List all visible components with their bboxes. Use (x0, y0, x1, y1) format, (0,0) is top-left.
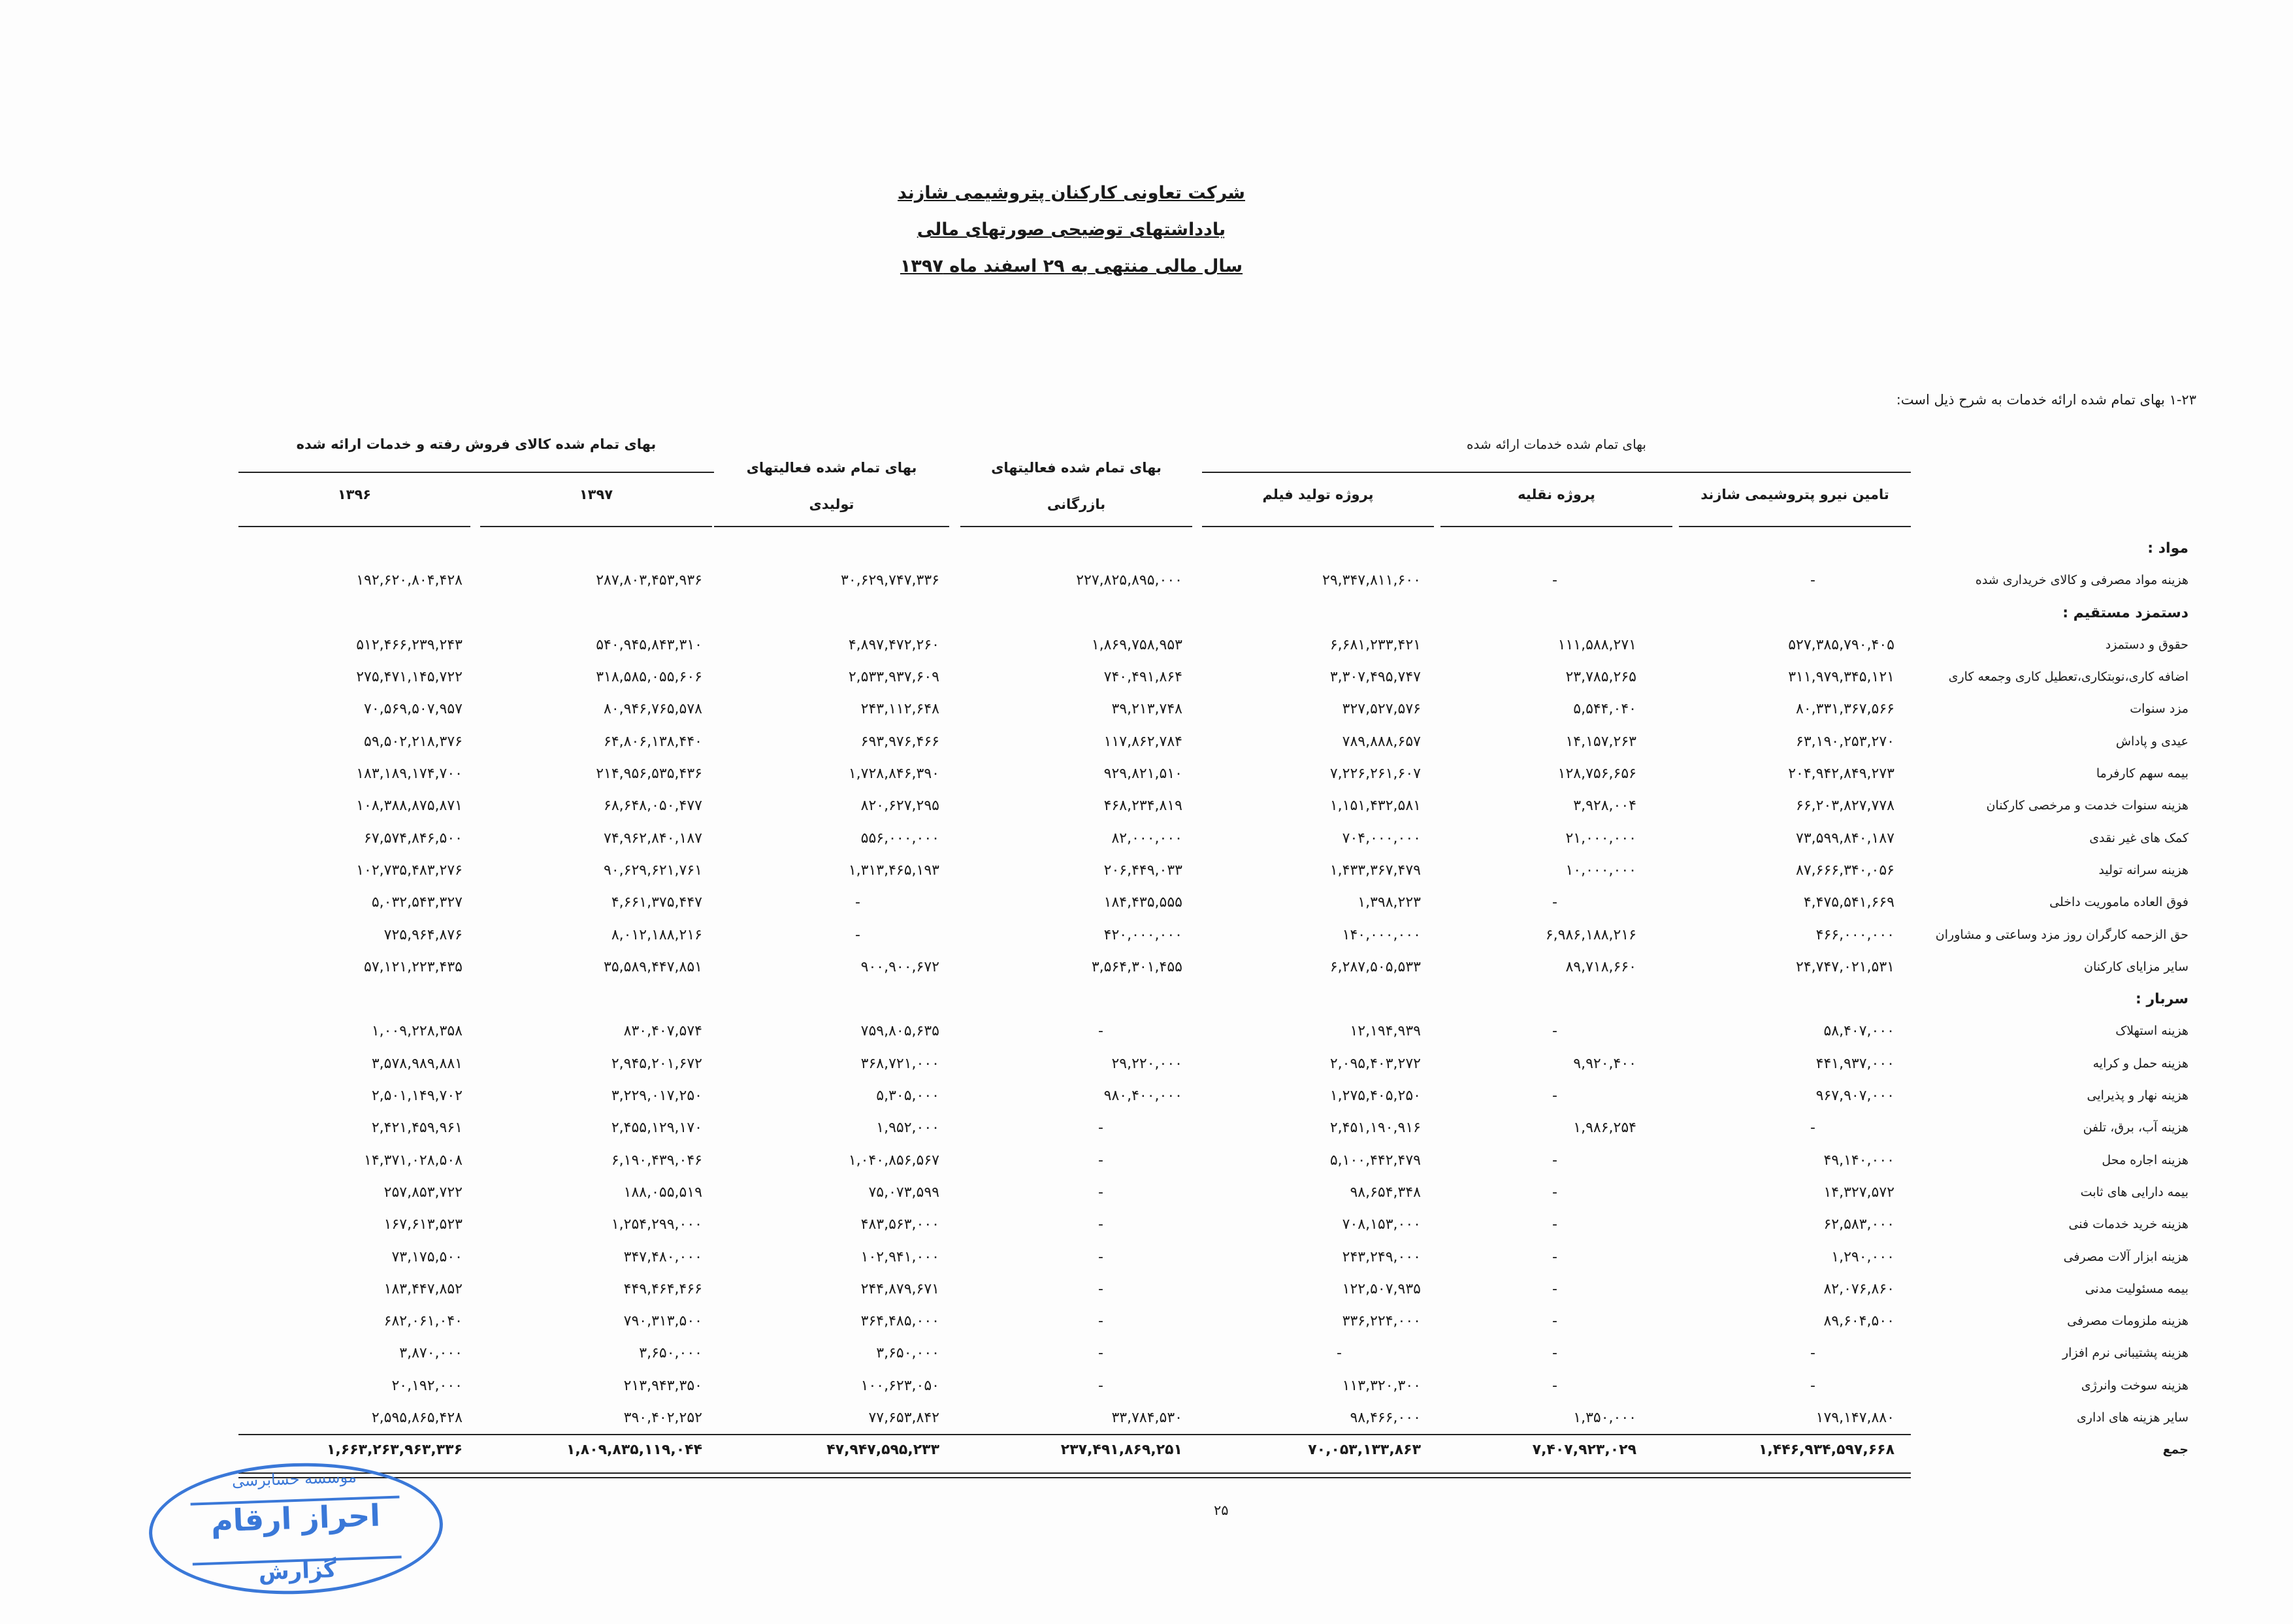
section-row (0, 532, 2293, 564)
cell-transport: - (1552, 1345, 1558, 1362)
section-label: مواد : (2147, 540, 2188, 557)
section-row (0, 597, 2293, 629)
cell-1397: ۲,۹۴۵,۲۰۱,۶۷۲ (611, 1055, 702, 1072)
row-label: کمک های غیر نقدی (2089, 830, 2188, 845)
cell-transport: ۳,۹۲۸,۰۰۴ (1573, 798, 1636, 815)
cell-commercial: - (1098, 1280, 1104, 1297)
row-label: هزینه سرانه تولید (2098, 862, 2188, 877)
cell-commercial: - (1098, 1248, 1104, 1265)
cell-power: ۲۴,۷۴۷,۰۲۱,۵۳۱ (1796, 958, 1895, 975)
col-header-commercial-line1: بهای تمام شده فعالیتهای (991, 460, 1162, 476)
cell-production: ۴۸۳,۵۶۳,۰۰۰ (860, 1216, 939, 1233)
cell-1397: ۱,۲۵۴,۲۹۹,۰۰۰ (611, 1216, 702, 1233)
row-label: هزینه ابزار آلات مصرفی (2063, 1249, 2188, 1264)
cell-power: - (1810, 572, 1816, 589)
cell-power: ۶۲,۵۸۳,۰۰۰ (1823, 1216, 1895, 1233)
cell-1397: ۷۹۰,۳۱۳,۵۰۰ (623, 1313, 702, 1330)
cell-production: ۱,۷۲۸,۸۴۶,۳۹۰ (848, 766, 939, 783)
row-label: هزینه سوخت وانرژی (2081, 1378, 2188, 1393)
cell-power: ۷۳,۵۹۹,۸۴۰,۱۸۷ (1796, 830, 1895, 847)
cell-film: ۲,۴۵۱,۱۹۰,۹۱۶ (1329, 1120, 1421, 1137)
cell-production: ۵,۳۰۵,۰۰۰ (876, 1088, 939, 1105)
cell-commercial: ۷۴۰,۴۹۱,۸۶۴ (1103, 669, 1182, 686)
section-label: سربار : (2136, 991, 2188, 1008)
cell-film: ۲,۰۹۵,۴۰۳,۲۷۲ (1329, 1055, 1421, 1072)
col-header-production-line2: تولیدی (809, 496, 854, 512)
cell-transport: ۲۱,۰۰۰,۰۰۰ (1565, 830, 1636, 847)
row-label: مزد سنوات (2130, 702, 2188, 717)
cell-commercial: - (1098, 1216, 1104, 1233)
cell-film: ۱,۱۵۱,۴۳۲,۵۸۱ (1329, 798, 1421, 815)
cell-film: ۷۰۸,۱۵۳,۰۰۰ (1342, 1216, 1421, 1233)
table-row (0, 1337, 2293, 1369)
cell-power: ۱,۲۹۰,۰۰۰ (1831, 1248, 1895, 1265)
row-label: هزینه خرید خدمات فنی (2068, 1217, 2188, 1232)
cell-film: ۱,۴۳۳,۳۶۷,۴۷۹ (1329, 862, 1421, 879)
cell-commercial: ۱۱۷,۸۶۲,۷۸۴ (1103, 733, 1182, 750)
cell-commercial: ۲۳۷,۴۹۱,۸۶۹,۲۵۱ (1060, 1442, 1182, 1459)
totals-top-rule (238, 1434, 1911, 1435)
cell-1396: ۵۹,۵۰۲,۲۱۸,۳۷۶ (364, 733, 463, 750)
cell-1396: ۵,۰۳۲,۵۴۳,۳۲۷ (371, 894, 463, 911)
cell-power: ۸۹,۶۰۴,۵۰۰ (1823, 1313, 1895, 1330)
cell-1396: ۲,۵۰۱,۱۴۹,۷۰۲ (371, 1088, 463, 1105)
cell-commercial: - (1098, 1377, 1104, 1394)
table-row (0, 1177, 2293, 1209)
cell-power: ۴۹,۱۴۰,۰۰۰ (1823, 1152, 1895, 1169)
cell-power: ۸۲,۰۷۶,۸۶۰ (1823, 1280, 1895, 1297)
table-row (0, 1370, 2293, 1402)
group-underline-services (1202, 472, 1911, 473)
cell-1396: ۶۸۲,۰۶۱,۰۴۰ (383, 1313, 463, 1330)
cell-commercial: ۹۸۰,۴۰۰,۰۰۰ (1103, 1088, 1182, 1105)
cell-1397: ۶,۱۹۰,۴۳۹,۰۴۶ (611, 1152, 702, 1169)
table-row (0, 951, 2293, 983)
cell-transport: ۹,۹۲۰,۴۰۰ (1573, 1055, 1636, 1072)
cell-1397: ۵۴۰,۹۴۵,۸۴۳,۳۱۰ (596, 636, 702, 653)
cell-production: ۳۶۴,۴۸۵,۰۰۰ (860, 1313, 939, 1330)
cell-1397: ۲۱۳,۹۴۳,۳۵۰ (623, 1377, 702, 1394)
cell-commercial: ۳,۵۶۴,۳۰۱,۴۵۵ (1091, 958, 1182, 975)
cell-transport: ۷,۴۰۷,۹۲۳,۰۲۹ (1532, 1442, 1636, 1459)
cell-power: ۸۷,۶۶۶,۳۴۰,۰۵۶ (1796, 862, 1895, 879)
cell-commercial: ۹۲۹,۸۲۱,۵۱۰ (1103, 766, 1182, 783)
cell-1396: ۱۸۳,۴۴۷,۸۵۲ (383, 1280, 463, 1297)
col-header-commercial (960, 449, 1192, 523)
cell-1396: ۲,۵۹۵,۸۶۵,۴۲۸ (371, 1410, 463, 1427)
cell-film: ۲۹,۳۴۷,۸۱۱,۶۰۰ (1322, 572, 1421, 589)
cell-transport: - (1552, 1023, 1558, 1040)
row-label: بیمه دارایی های ثابت (2080, 1184, 2188, 1199)
col-underline-transport (1440, 526, 1672, 527)
col-header-film: پروژه تولید فیلم (1262, 487, 1374, 502)
cell-1396: ۲۰,۱۹۲,۰۰۰ (391, 1377, 463, 1394)
cell-1397: ۶۴,۸۰۶,۱۳۸,۴۴۰ (604, 733, 702, 750)
section-row (0, 983, 2293, 1015)
cell-film: ۷۸۹,۸۸۸,۶۵۷ (1342, 733, 1421, 750)
col-header-production (714, 449, 949, 523)
cell-transport: ۸۹,۷۱۸,۶۶۰ (1565, 958, 1636, 975)
col-header-1396: ۱۳۹۶ (337, 487, 372, 502)
cell-power: ۹۶۷,۹۰۷,۰۰۰ (1815, 1088, 1895, 1105)
cell-film: - (1337, 1345, 1342, 1362)
row-label: هزینه پشتیبانی نرم افزار (2062, 1346, 2188, 1361)
cell-production: ۱,۳۱۳,۴۶۵,۱۹۳ (848, 862, 939, 879)
table-row (0, 1080, 2293, 1112)
auditor-stamp (147, 1458, 446, 1599)
cell-1397: ۳,۲۲۹,۰۱۷,۲۵۰ (611, 1088, 702, 1105)
col-header-transport: پروژه نقلیه (1518, 487, 1595, 502)
cell-1397: ۱,۸۰۹,۸۳۵,۱۱۹,۰۴۴ (566, 1442, 702, 1459)
row-label: هزینه سنوات خدمت و مرخصی کارکنان (1986, 798, 2188, 813)
cell-1397: ۲۱۴,۹۵۶,۵۳۵,۴۳۶ (596, 766, 702, 783)
cell-production: ۵۵۶,۰۰۰,۰۰۰ (860, 830, 939, 847)
cell-1397: ۳۴۷,۴۸۰,۰۰۰ (623, 1248, 702, 1265)
cell-1397: ۸۰,۹۴۶,۷۶۵,۵۷۸ (604, 701, 702, 718)
table-row (0, 1145, 2293, 1177)
cell-power: ۶۳,۱۹۰,۲۵۳,۲۷۰ (1796, 733, 1895, 750)
cell-1396: ۱۸۳,۱۸۹,۱۷۴,۷۰۰ (356, 766, 463, 783)
cell-commercial: ۴۲۰,۰۰۰,۰۰۰ (1103, 926, 1182, 943)
totals-bottom-rule (238, 1472, 1911, 1474)
table-row (0, 693, 2293, 725)
cell-1396: ۵۱۲,۴۶۶,۲۳۹,۲۴۳ (356, 636, 463, 653)
cell-1397: ۳۹۰,۴۰۲,۲۵۲ (623, 1410, 702, 1427)
cost-table (0, 532, 2293, 1467)
cell-production: ۱۰۲,۹۴۱,۰۰۰ (860, 1248, 939, 1265)
cell-1397: ۳۱۸,۵۸۵,۰۵۵,۶۰۶ (596, 669, 702, 686)
cell-power: ۱,۴۴۶,۹۳۴,۵۹۷,۶۶۸ (1759, 1442, 1895, 1459)
cell-production: ۳۰,۶۲۹,۷۴۷,۳۳۶ (841, 572, 939, 589)
row-label: هزینه مواد مصرفی و کالای خریداری شده (1975, 573, 2188, 588)
cell-film: ۱۲,۱۹۴,۹۳۹ (1350, 1023, 1421, 1040)
cell-transport: ۱,۳۵۰,۰۰۰ (1573, 1410, 1636, 1427)
cell-production: ۳,۶۵۰,۰۰۰ (876, 1345, 939, 1362)
table-row (0, 726, 2293, 758)
cell-production: ۲۴۳,۱۱۲,۶۴۸ (860, 701, 939, 718)
cell-production: ۴۷,۹۴۷,۵۹۵,۲۳۳ (826, 1442, 939, 1459)
cell-production: ۹۰۰,۹۰۰,۶۷۲ (860, 958, 939, 975)
cell-1396: ۵۷,۱۲۱,۲۲۳,۴۳۵ (364, 958, 463, 975)
cell-commercial: ۲۹,۲۲۰,۰۰۰ (1111, 1055, 1182, 1072)
table-row (0, 1015, 2293, 1047)
cell-commercial: ۲۲۷,۸۲۵,۸۹۵,۰۰۰ (1076, 572, 1182, 589)
row-label: هزینه ملزومات مصرفی (2067, 1314, 2188, 1329)
totals-label: جمع (2162, 1442, 2188, 1457)
cell-transport: ۱,۹۸۶,۲۵۴ (1573, 1120, 1636, 1137)
cell-transport: - (1552, 1184, 1558, 1201)
cell-transport: ۱۴,۱۵۷,۲۶۳ (1565, 733, 1636, 750)
cell-power: - (1810, 1345, 1816, 1362)
cell-1397: ۸۳۰,۴۰۷,۵۷۴ (623, 1023, 702, 1040)
cell-production: ۱,۰۴۰,۸۵۶,۵۶۷ (848, 1152, 939, 1169)
table-row (0, 661, 2293, 693)
cell-1397: ۶۸,۶۴۸,۰۵۰,۴۷۷ (604, 798, 702, 815)
table-row (0, 1048, 2293, 1080)
cell-1396: ۲,۴۲۱,۴۵۹,۹۶۱ (371, 1120, 463, 1137)
row-label: بیمه مسئولیت مدنی (2085, 1281, 2188, 1296)
table-row (0, 1273, 2293, 1305)
col-underline-commercial (960, 526, 1192, 527)
cell-transport: - (1552, 1313, 1558, 1330)
cell-commercial: ۳۳,۷۸۴,۵۳۰ (1111, 1410, 1182, 1427)
cell-power: - (1810, 1120, 1816, 1137)
cell-production: ۲۴۴,۸۷۹,۶۷۱ (860, 1280, 939, 1297)
cell-transport: ۱۰,۰۰۰,۰۰۰ (1565, 862, 1636, 879)
col-header-power: تامین نیرو پتروشیمی شازند (1700, 487, 1889, 502)
row-label: هزینه آب، برق، تلفن (2083, 1120, 2188, 1135)
cell-film: ۶,۶۸۱,۲۳۳,۴۲۱ (1329, 636, 1421, 653)
cell-commercial: ۴۶۸,۲۳۴,۸۱۹ (1103, 798, 1182, 815)
table-row (0, 564, 2293, 596)
cell-1396: ۲۷۵,۴۷۱,۱۴۵,۷۲۲ (356, 669, 463, 686)
row-label: عیدی و پاداش (2115, 734, 2188, 749)
cell-film: ۱,۳۹۸,۲۲۳ (1358, 894, 1421, 911)
cell-film: ۳,۳۰۷,۴۹۵,۷۴۷ (1329, 669, 1421, 686)
cell-commercial: ۲۰۶,۴۴۹,۰۳۳ (1103, 862, 1182, 879)
cell-power: ۶۶,۲۰۳,۸۲۷,۷۷۸ (1796, 798, 1895, 815)
cell-production: ۶۹۳,۹۷۶,۴۶۶ (860, 733, 939, 750)
cell-1396: ۷۰,۵۶۹,۵۰۷,۹۵۷ (364, 701, 463, 718)
cell-film: ۹۸,۴۶۶,۰۰۰ (1350, 1410, 1421, 1427)
row-label: حقوق و دستمزد (2105, 637, 2188, 652)
cell-1397: ۲۸۷,۸۰۳,۴۵۳,۹۳۶ (596, 572, 702, 589)
cell-film: ۵,۱۰۰,۴۴۲,۴۷۹ (1329, 1152, 1421, 1169)
cell-transport: - (1552, 1152, 1558, 1169)
cell-1397: ۲,۴۵۵,۱۲۹,۱۷۰ (611, 1120, 702, 1137)
cell-film: ۱۴۰,۰۰۰,۰۰۰ (1342, 926, 1421, 943)
cell-commercial: - (1098, 1345, 1104, 1362)
row-label: هزینه نهار و پذیرایی (2087, 1088, 2188, 1103)
cell-1396: ۱۶۷,۶۱۳,۵۲۳ (383, 1216, 463, 1233)
page-number: ۲۵ (1214, 1502, 1229, 1518)
cell-1397: ۳۵,۵۸۹,۴۴۷,۸۵۱ (604, 958, 702, 975)
cell-1396: ۳,۸۷۰,۰۰۰ (399, 1345, 463, 1362)
cell-film: ۱۱۳,۳۲۰,۳۰۰ (1342, 1377, 1421, 1394)
cell-transport: ۱۱۱,۵۸۸,۲۷۱ (1557, 636, 1636, 653)
cell-commercial: ۳۹,۲۱۳,۷۴۸ (1111, 701, 1182, 718)
cell-1396: ۶۷,۵۷۴,۸۴۶,۵۰۰ (364, 830, 463, 847)
cell-transport: - (1552, 1088, 1558, 1105)
cell-transport: - (1552, 1280, 1558, 1297)
cell-1397: ۱۸۸,۰۵۵,۵۱۹ (623, 1184, 702, 1201)
cell-power: - (1810, 1377, 1816, 1394)
cell-1396: ۷۲۵,۹۶۴,۸۷۶ (383, 926, 463, 943)
report-header (0, 175, 2293, 285)
cell-film: ۹۸,۶۵۴,۳۴۸ (1350, 1184, 1421, 1201)
cell-power: ۳۱۱,۹۷۹,۳۴۵,۱۲۱ (1788, 669, 1895, 686)
col-header-1397: ۱۳۹۷ (579, 487, 613, 502)
cell-transport: - (1552, 1216, 1558, 1233)
col-header-commercial-line2: بازرگانی (1047, 496, 1106, 512)
cell-production: ۲,۵۳۳,۹۳۷,۶۰۹ (848, 669, 939, 686)
cell-transport: - (1552, 894, 1558, 911)
cell-commercial: ۱,۸۶۹,۷۵۸,۹۵۳ (1091, 636, 1182, 653)
col-underline-film (1202, 526, 1434, 527)
cell-power: ۴۴۱,۹۳۷,۰۰۰ (1815, 1055, 1895, 1072)
table-row (0, 1112, 2293, 1144)
stamp-line1: موسسه حسابرسی (231, 1467, 357, 1491)
cell-1396: ۱,۶۶۳,۲۶۳,۹۶۳,۳۳۶ (327, 1442, 463, 1459)
cell-production: ۷۷,۶۵۳,۸۴۲ (868, 1410, 939, 1427)
cell-1396: ۱,۰۰۹,۲۲۸,۳۵۸ (371, 1023, 463, 1040)
row-label: هزینه حمل و کرایه (2092, 1056, 2188, 1071)
cell-film: ۷۰۴,۰۰۰,۰۰۰ (1342, 830, 1421, 847)
table-row (0, 1305, 2293, 1337)
col-underline-power (1679, 526, 1911, 527)
cell-1397: ۳,۶۵۰,۰۰۰ (639, 1345, 702, 1362)
cell-1396: ۱۰۲,۷۳۵,۴۸۳,۲۷۶ (356, 862, 463, 879)
cell-commercial: - (1098, 1152, 1104, 1169)
group-underline-sold (238, 472, 714, 473)
cell-film: ۱,۲۷۵,۴۰۵,۲۵۰ (1329, 1088, 1421, 1105)
cell-production: ۱,۹۵۲,۰۰۰ (876, 1120, 939, 1137)
totals-bottom-double-rule (238, 1477, 1911, 1478)
table-row (0, 1241, 2293, 1273)
cell-production: ۱۰۰,۶۲۳,۰۵۰ (860, 1377, 939, 1394)
group-header-services: بهای تمام شده خدمات ارائه شده (1467, 436, 1646, 452)
cell-film: ۷,۲۲۶,۲۶۱,۶۰۷ (1329, 766, 1421, 783)
cell-1396: ۷۳,۱۷۵,۵۰۰ (391, 1248, 463, 1265)
col-underline-production (714, 526, 949, 527)
row-label: بیمه سهم کارفرما (2096, 766, 2188, 781)
cell-1396: ۳,۵۷۸,۹۸۹,۸۸۱ (371, 1055, 463, 1072)
table-row (0, 854, 2293, 886)
cell-power: ۲۰۴,۹۴۲,۸۴۹,۲۷۳ (1788, 766, 1895, 783)
row-label: فوق العاده ماموریت داخلی (2049, 895, 2188, 910)
stamp-line2: احراز ارقام (210, 1497, 381, 1539)
cell-1396: ۲۵۷,۸۵۳,۷۲۲ (383, 1184, 463, 1201)
cell-transport: - (1552, 1377, 1558, 1394)
cell-1397: ۹۰,۶۲۹,۶۲۱,۷۶۱ (604, 862, 702, 879)
row-label: هزینه اجاره محل (2102, 1152, 2188, 1167)
cell-power: ۵۲۷,۳۸۵,۷۹۰,۴۰۵ (1788, 636, 1895, 653)
col-header-production-line1: بهای تمام شده فعالیتهای (746, 460, 917, 476)
cell-transport: ۵,۵۴۴,۰۴۰ (1573, 701, 1636, 718)
note-intro: ۱-۲۳ بهای تمام شده ارائه خدمات به شرح ذیل است: (1896, 392, 2196, 408)
cell-production: - (855, 894, 861, 911)
cell-production: - (855, 926, 861, 943)
cell-transport: ۶,۹۸۶,۱۸۸,۲۱۶ (1545, 926, 1636, 943)
cell-power: ۵۸,۴۰۷,۰۰۰ (1823, 1023, 1895, 1040)
section-label: دستمزد مستقیم : (2062, 604, 2188, 621)
row-label: سایر مزایای کارکنان (2084, 959, 2188, 974)
cell-production: ۷۵,۰۷۳,۵۹۹ (868, 1184, 939, 1201)
cell-power: ۴,۴۷۵,۵۴۱,۶۶۹ (1803, 894, 1895, 911)
row-label: اضافه کاری،نوبتکاری،تعطیل کاری وجمعه کاری (1948, 670, 2188, 685)
cell-commercial: ۱۸۴,۴۳۵,۵۵۵ (1103, 894, 1182, 911)
cell-power: ۸۰,۳۳۱,۳۶۷,۵۶۶ (1796, 701, 1895, 718)
table-row (0, 758, 2293, 790)
cell-power: ۴۶۶,۰۰۰,۰۰۰ (1815, 926, 1895, 943)
cell-film: ۳۳۶,۲۲۴,۰۰۰ (1342, 1313, 1421, 1330)
col-underline-1397 (480, 526, 712, 527)
cell-transport: - (1552, 572, 1558, 589)
row-label: هزینه استهلاک (2115, 1024, 2188, 1039)
cell-production: ۴,۸۹۷,۴۷۲,۲۶۰ (848, 636, 939, 653)
cell-1396: ۱۴,۳۷۱,۰۲۸,۵۰۸ (364, 1152, 463, 1169)
stamp-line3: گزارش (258, 1556, 337, 1586)
cell-commercial: ۸۲,۰۰۰,۰۰۰ (1111, 830, 1182, 847)
cell-1397: ۷۴,۹۶۲,۸۴۰,۱۸۷ (604, 830, 702, 847)
col-underline-1396 (238, 526, 470, 527)
cell-film: ۱۲۲,۵۰۷,۹۳۵ (1342, 1280, 1421, 1297)
cell-film: ۲۴۳,۲۴۹,۰۰۰ (1342, 1248, 1421, 1265)
row-label: سایر هزینه های اداری (2076, 1410, 2188, 1425)
cell-production: ۷۵۹,۸۰۵,۶۳۵ (860, 1023, 939, 1040)
cell-power: ۱۷۹,۱۴۷,۸۸۰ (1815, 1410, 1895, 1427)
table-row (0, 1209, 2293, 1241)
company-title: شرکت تعاونی کارکنان پتروشیمی شازند (898, 183, 1245, 203)
cell-commercial: - (1098, 1120, 1104, 1137)
group-header-sold: بهای تمام شده کالای فروش رفته و خدمات ارائه شده (296, 436, 657, 452)
cell-1397: ۸,۰۱۲,۱۸۸,۲۱۶ (611, 926, 702, 943)
report-subtitle: یادداشتهای توضیحی صورتهای مالی (917, 219, 1226, 240)
table-row (0, 919, 2293, 951)
cell-production: ۸۲۰,۶۲۷,۲۹۵ (860, 798, 939, 815)
cell-film: ۶,۲۸۷,۵۰۵,۵۳۳ (1329, 958, 1421, 975)
row-label: حق الزحمه کارگران روز مزد وساعتی و مشاوران (1935, 927, 2188, 942)
totals-row (0, 1434, 2293, 1466)
cell-commercial: - (1098, 1023, 1104, 1040)
cell-film: ۳۲۷,۵۲۷,۵۷۶ (1342, 701, 1421, 718)
cell-commercial: - (1098, 1313, 1104, 1330)
cell-commercial: - (1098, 1184, 1104, 1201)
cell-production: ۳۶۸,۷۲۱,۰۰۰ (860, 1055, 939, 1072)
fiscal-period: سال مالی منتهی به ۲۹ اسفند ماه ۱۳۹۷ (900, 256, 1243, 276)
table-row (0, 1402, 2293, 1434)
cell-power: ۱۴,۳۲۷,۵۷۲ (1823, 1184, 1895, 1201)
cell-transport: ۲۳,۷۸۵,۲۶۵ (1565, 669, 1636, 686)
table-row (0, 886, 2293, 918)
cell-1396: ۱۹۲,۶۲۰,۸۰۴,۴۲۸ (356, 572, 463, 589)
cell-transport: ۱۲۸,۷۵۶,۶۵۶ (1557, 766, 1636, 783)
cell-transport: - (1552, 1248, 1558, 1265)
cell-film: ۷۰,۰۵۳,۱۳۳,۸۶۳ (1308, 1442, 1421, 1459)
cell-1397: ۴۴۹,۴۶۴,۴۶۶ (623, 1280, 702, 1297)
cell-1397: ۴,۶۶۱,۳۷۵,۴۴۷ (611, 894, 702, 911)
table-row (0, 822, 2293, 854)
table-row (0, 790, 2293, 822)
table-row (0, 629, 2293, 661)
cell-1396: ۱۰۸,۳۸۸,۸۷۵,۸۷۱ (356, 798, 463, 815)
